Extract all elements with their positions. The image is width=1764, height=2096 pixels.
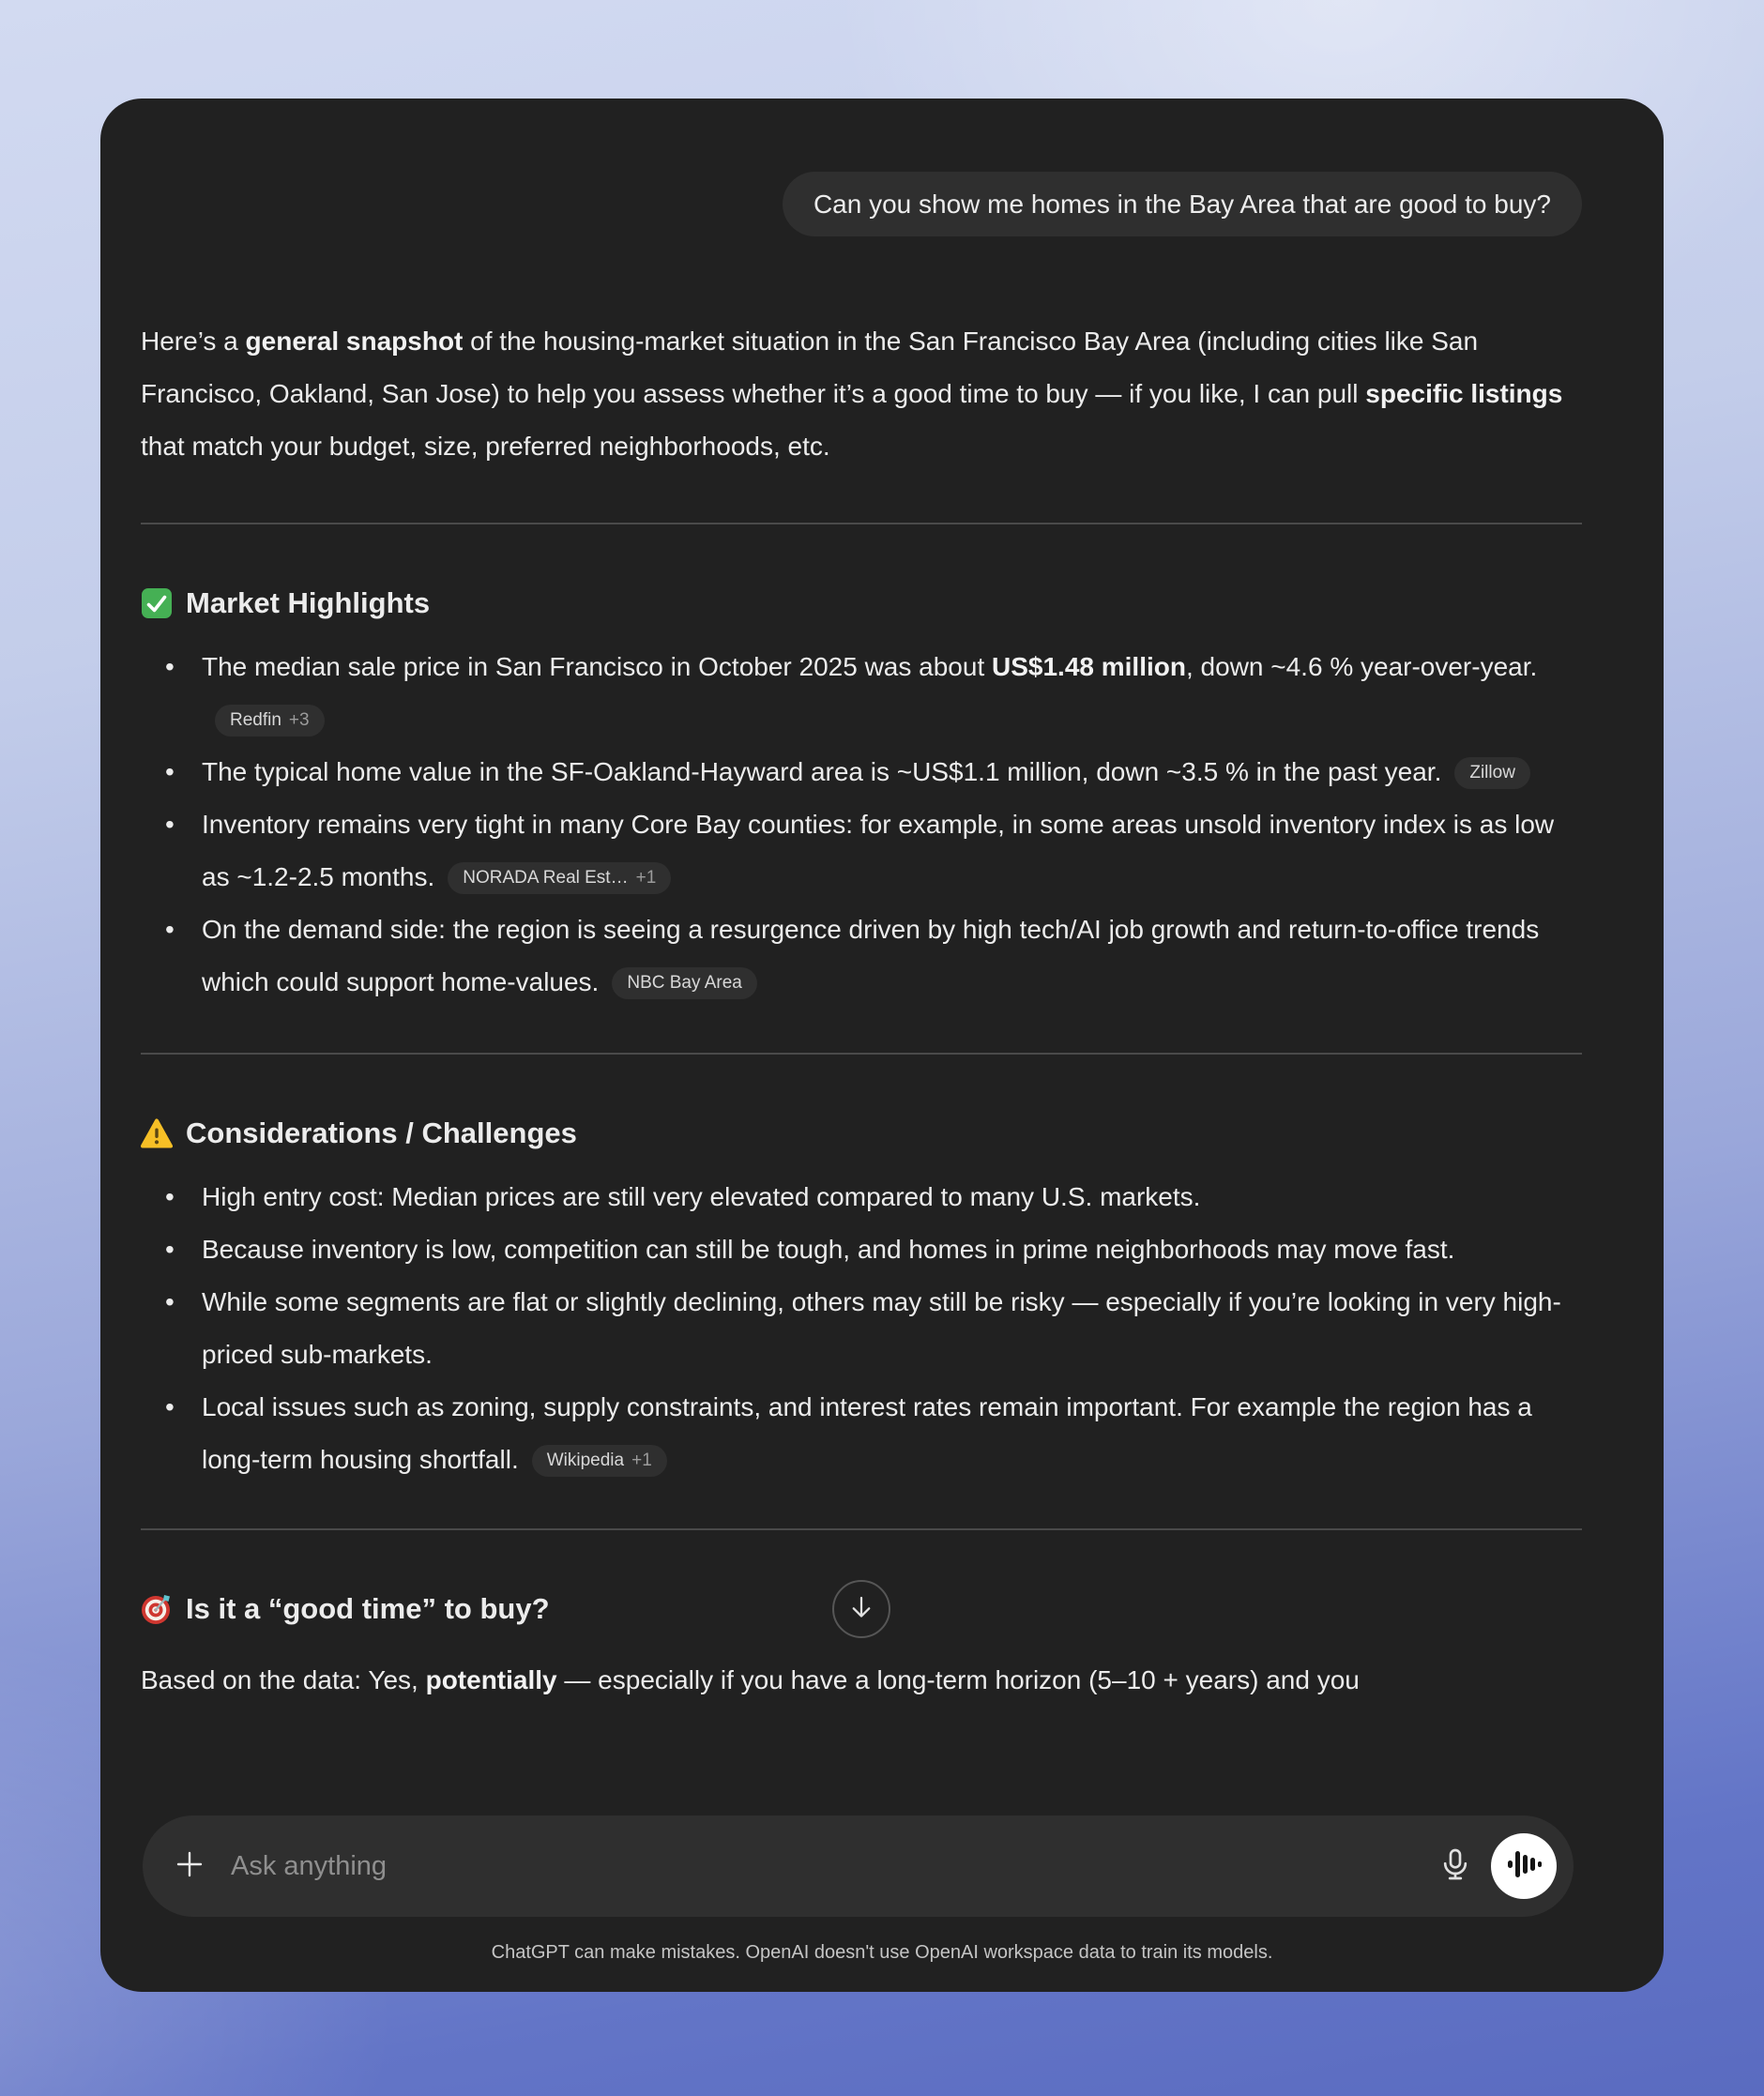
section-title: Considerations / Challenges xyxy=(186,1116,577,1149)
message-input[interactable] xyxy=(229,1850,1429,1883)
good-time-paragraph xyxy=(141,1654,1582,1707)
dictate-button[interactable] xyxy=(1429,1840,1482,1892)
text-segment: potentially xyxy=(425,1665,557,1694)
disclaimer-text: ChatGPT can make mistakes. OpenAI doesn't use OpenAI workspace data to train its models. xyxy=(491,1942,1273,1963)
check-emoji xyxy=(141,587,173,619)
text-segment: Local issues such as zoning, supply constraints, and interest rates remain important. For example the region has a long-term housing shortfall. xyxy=(202,1392,1532,1474)
voice-mode-button[interactable] xyxy=(1491,1833,1557,1899)
text-segment: High entry cost: Median prices are still very elevated compared to many U.S. markets. xyxy=(202,1182,1201,1211)
microphone-icon xyxy=(1437,1845,1474,1888)
assistant-intro-paragraph xyxy=(141,315,1582,473)
arrow-down-icon xyxy=(846,1592,876,1627)
text-segment: Here’s a xyxy=(141,327,246,356)
text-segment: The typical home value in the SF-Oakland-Hayward area is ~US$1.1 million, down ~3.5 % in the past year. xyxy=(202,757,1442,786)
citation-badge[interactable] xyxy=(532,1445,667,1477)
citation-badge[interactable] xyxy=(1454,757,1530,789)
citation-source: NORADA Real Est… xyxy=(463,868,629,888)
text-segment: that match your budget, size, preferred neighborhoods, etc. xyxy=(141,432,830,461)
section-heading-good-time xyxy=(141,1588,1582,1630)
text-segment: of the housing-market situation in the San Francisco Bay Area (including cities like San Francisco, Oakland, San Jose) to help you assess whether it’s a good time to buy — if you like, I can pull xyxy=(141,327,1479,408)
text-segment: Inventory remains very tight in many Core Bay counties: for example, in some areas unsold inventory index is as low as ~1.2-2.5 months. xyxy=(202,810,1555,891)
citation-badge[interactable] xyxy=(448,862,671,894)
section-divider xyxy=(141,523,1582,524)
section-divider xyxy=(141,1053,1582,1055)
conversation xyxy=(141,99,1582,1707)
scroll-to-bottom-button[interactable] xyxy=(832,1580,890,1638)
attach-button[interactable] xyxy=(163,1840,216,1892)
composer-bar[interactable] xyxy=(143,1815,1574,1917)
citation-extra-count: +3 xyxy=(288,710,310,730)
text-segment: , down ~4.6 % year-over-year. xyxy=(1185,652,1538,681)
text-segment: general snapshot xyxy=(245,327,464,356)
section-title: Is it a “good time” to buy? xyxy=(186,1592,550,1625)
bullet-item xyxy=(141,1276,1582,1381)
section-heading-market-highlights xyxy=(141,583,1582,624)
bullet-item xyxy=(141,904,1582,1009)
citation-source: Redfin xyxy=(230,710,281,730)
bullet-item xyxy=(141,1223,1582,1276)
bullet-item xyxy=(141,641,1582,746)
text-segment: The median sale price in San Francisco in October 2025 was about xyxy=(202,652,993,681)
citation-badge[interactable] xyxy=(215,705,325,737)
citation-badge[interactable] xyxy=(612,967,757,999)
bullet-text xyxy=(202,757,1530,786)
text-segment: US$1.48 million xyxy=(992,652,1186,681)
section-title: Market Highlights xyxy=(186,586,431,619)
bullet-text xyxy=(202,1287,1561,1369)
bullet-text xyxy=(202,1235,1454,1264)
citation-extra-count: +1 xyxy=(631,1450,652,1470)
text-segment: Because inventory is low, competition can still be tough, and homes in prime neighborhoods may move fast. xyxy=(202,1235,1455,1264)
user-message-row xyxy=(141,99,1582,236)
plus-icon xyxy=(174,1848,205,1885)
considerations-list xyxy=(141,1171,1582,1486)
text-segment: — especially if you have a long-term horizon (5–10 + years) and you xyxy=(556,1665,1360,1694)
market-highlights-list xyxy=(141,641,1582,1009)
section-divider xyxy=(141,1528,1582,1530)
bullet-item xyxy=(141,1381,1582,1486)
text-segment: specific listings xyxy=(1365,379,1563,408)
voice-waveform-icon xyxy=(1502,1843,1545,1891)
citation-extra-count: +1 xyxy=(635,868,657,888)
bullet-item xyxy=(141,746,1582,798)
bullet-text xyxy=(202,1392,1532,1474)
bullet-text xyxy=(202,915,1539,996)
text-segment: On the demand side: the region is seeing a resurgence driven by high tech/AI job growth and return-to-office trends which could support home-values. xyxy=(202,915,1540,996)
citation-source: Wikipedia xyxy=(546,1450,625,1470)
bullet-text xyxy=(202,652,1537,734)
text-segment: While some segments are flat or slightly declining, others may still be risky — especially if you’re looking in very high-priced sub-markets. xyxy=(202,1287,1561,1369)
section-heading-considerations xyxy=(141,1113,1582,1154)
warning-emoji xyxy=(141,1117,173,1149)
citation-source: NBC Bay Area xyxy=(627,973,742,993)
bullet-item xyxy=(141,798,1582,904)
bullet-text xyxy=(202,810,1554,891)
bullet-text xyxy=(202,1182,1200,1211)
text-segment: Based on the data: Yes, xyxy=(141,1665,426,1694)
chat-window xyxy=(100,99,1664,1992)
citation-source: Zillow xyxy=(1469,763,1515,782)
bullet-item xyxy=(141,1171,1582,1223)
target-emoji xyxy=(141,1593,173,1625)
user-message-bubble: Can you show me homes in the Bay Area that are good to buy? xyxy=(783,172,1582,236)
